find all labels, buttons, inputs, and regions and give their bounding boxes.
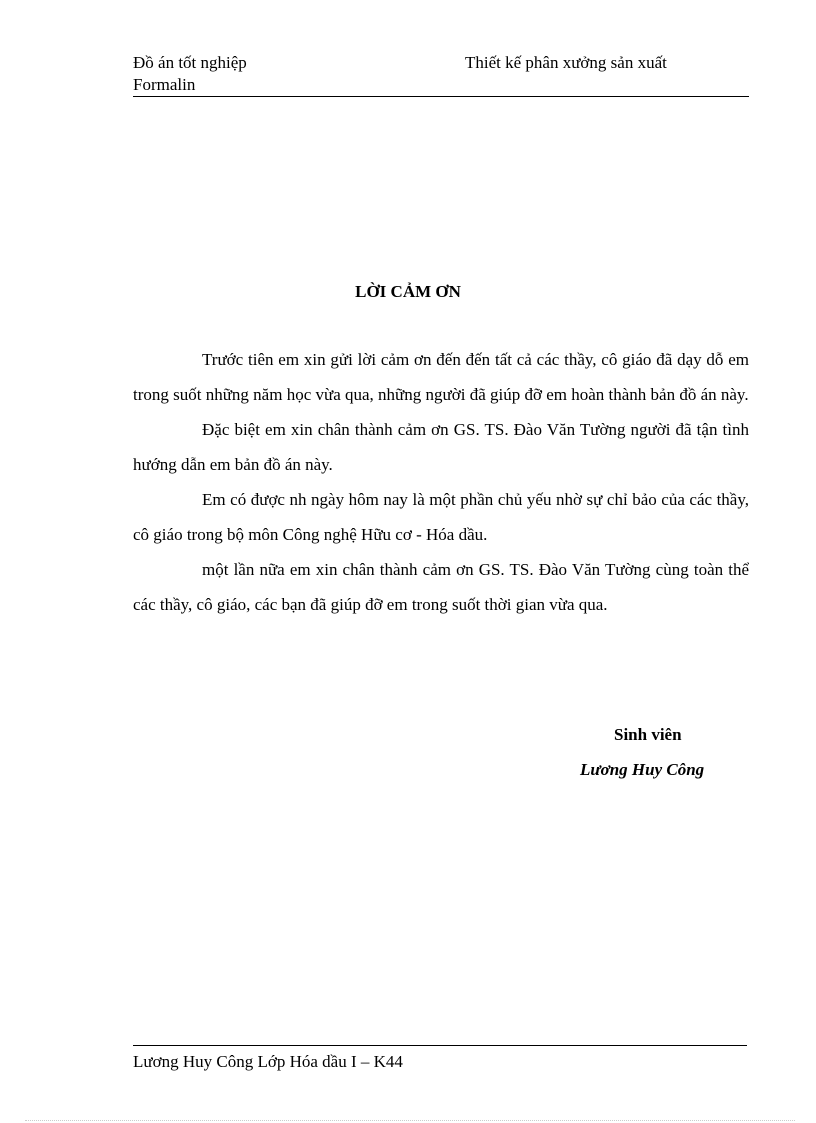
page-footer: Lương Huy Công Lớp Hóa dầu I – K44 [133,1052,403,1071]
page-title: LỜI CẢM ƠN [355,282,461,301]
signature-role: Sinh viên [614,725,682,744]
signature-name: Lương Huy Công [580,760,705,779]
header-topic-label: Formalin [133,75,196,94]
paragraph: Em có được nh ngày hôm nay là một phần chủ yếu nhờ sự chỉ bảo của các thầy, cô giáo trong bộ môn Công nghệ Hữu cơ - Hóa dầu. [133,490,749,544]
footer-divider [133,1045,747,1046]
header-right: Thiết kế phân xưởng sản xuất [465,53,667,72]
paragraph: Đặc biệt em xin chân thành cảm ơn GS. TS. Đào Văn Tường người đã tận tình hướng dẫn em bản đồ án này. [133,420,749,474]
header-thesis-label: Đồ án tốt nghiệp [133,53,247,72]
page-edge-divider [25,1120,795,1121]
paragraph: một lần nữa em xin chân thành cảm ơn GS. TS. Đào Văn Tường cùng toàn thể các thầy, cô giáo, các bạn đã giúp đỡ em trong suốt thời gian vừa qua. [133,560,749,614]
header-divider [133,96,749,97]
body-text [133,342,749,622]
header-left [133,52,247,96]
paragraph: Trước tiên em xin gửi lời cảm ơn đến đến tất cả các thầy, cô giáo đã dạy dỗ em trong suốt những năm học vừa qua, những người đã giúp đỡ em hoàn thành bản đồ án này. [133,350,749,404]
